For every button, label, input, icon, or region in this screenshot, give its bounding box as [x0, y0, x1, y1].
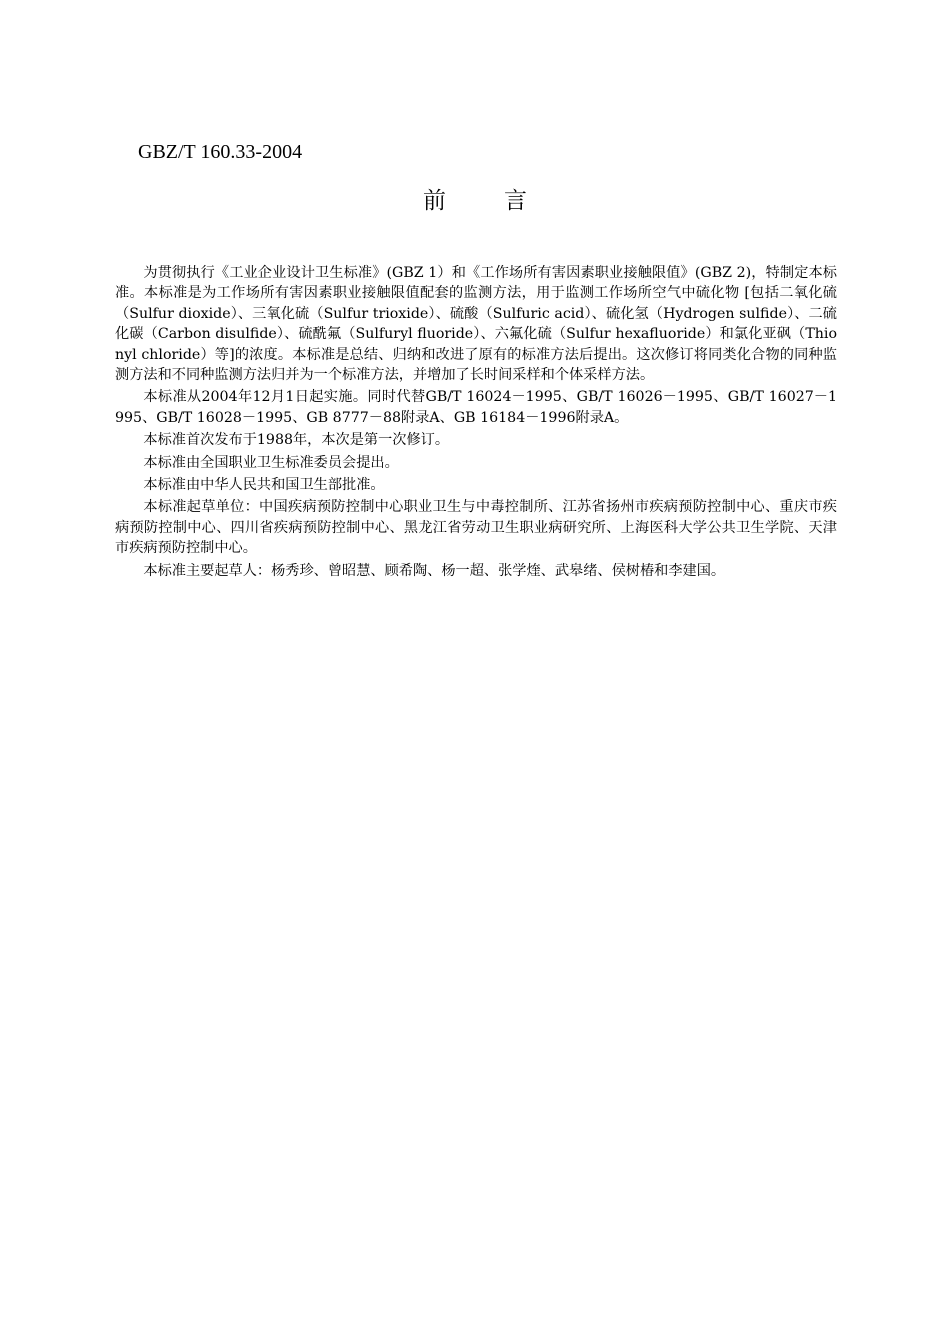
paragraph-first-release: 本标准首次发布于1988年，本次是第一次修订。	[143, 432, 450, 449]
section-title: 前言	[423, 188, 585, 214]
paragraph-approved-by: 本标准由中华人民共和国卫生部批准。	[143, 477, 385, 494]
paragraph-effective-date: 本标准从2004年12月1日起实施。同时代替GB/T 16024－1995、GB/T 16026－1995、GB/T 16027－1995、GB/T 16028－1995、GB 8777－88附录A、GB 16184－1996附录A。	[115, 389, 837, 426]
paragraph-proposed-by: 本标准由全国职业卫生标准委员会提出。	[143, 454, 399, 471]
paragraph-drafting-units: 本标准起草单位：中国疾病预防控制中心职业卫生与中毒控制所、江苏省扬州市疾病预防控制中心、重庆市疾病预防控制中心、四川省疾病预防控制中心、黑龙江省劳动卫生职业病研究所、上海医科大学公共卫生学院、天津市疾病预防控制中心。	[115, 499, 837, 557]
foreword-body	[115, 263, 837, 583]
paragraph-drafters: 本标准主要起草人：杨秀珍、曾昭慧、顾希陶、杨一超、张学煃、武皋绪、侯树椿和李建国。	[143, 562, 726, 579]
standard-number: GBZ/T 160.33-2004	[138, 141, 303, 163]
paragraph-purpose: 为贯彻执行《工业企业设计卫生标准》(GBZ 1）和《工作场所有害因素职业接触限值》(GBZ 2)，特制定本标准。本标准是为工作场所有害因素职业接触限值配套的监测方法，用于监测工作场所空气中硫化物 [包括二氧化硫（Sulfur dioxide）、三氧化硫（Sulfur trioxide）、硫酸（Sulfuric acid）、硫化氢（Hydrogen sulfide）、二硫化碳（Carbon disulfide）、硫酰氟（Sulfuryl fluoride）、六氟化硫（Sulfur hexafluoride）和氯化亚砜（Thionyl chloride）等]的浓度。本标准是总结、归纳和改进了原有的标准方法后提出。这次修订将同类化合物的同种监测方法和不同种监测方法归并为一个标准方法，并增加了长时间采样和个体采样方法。	[115, 265, 837, 384]
